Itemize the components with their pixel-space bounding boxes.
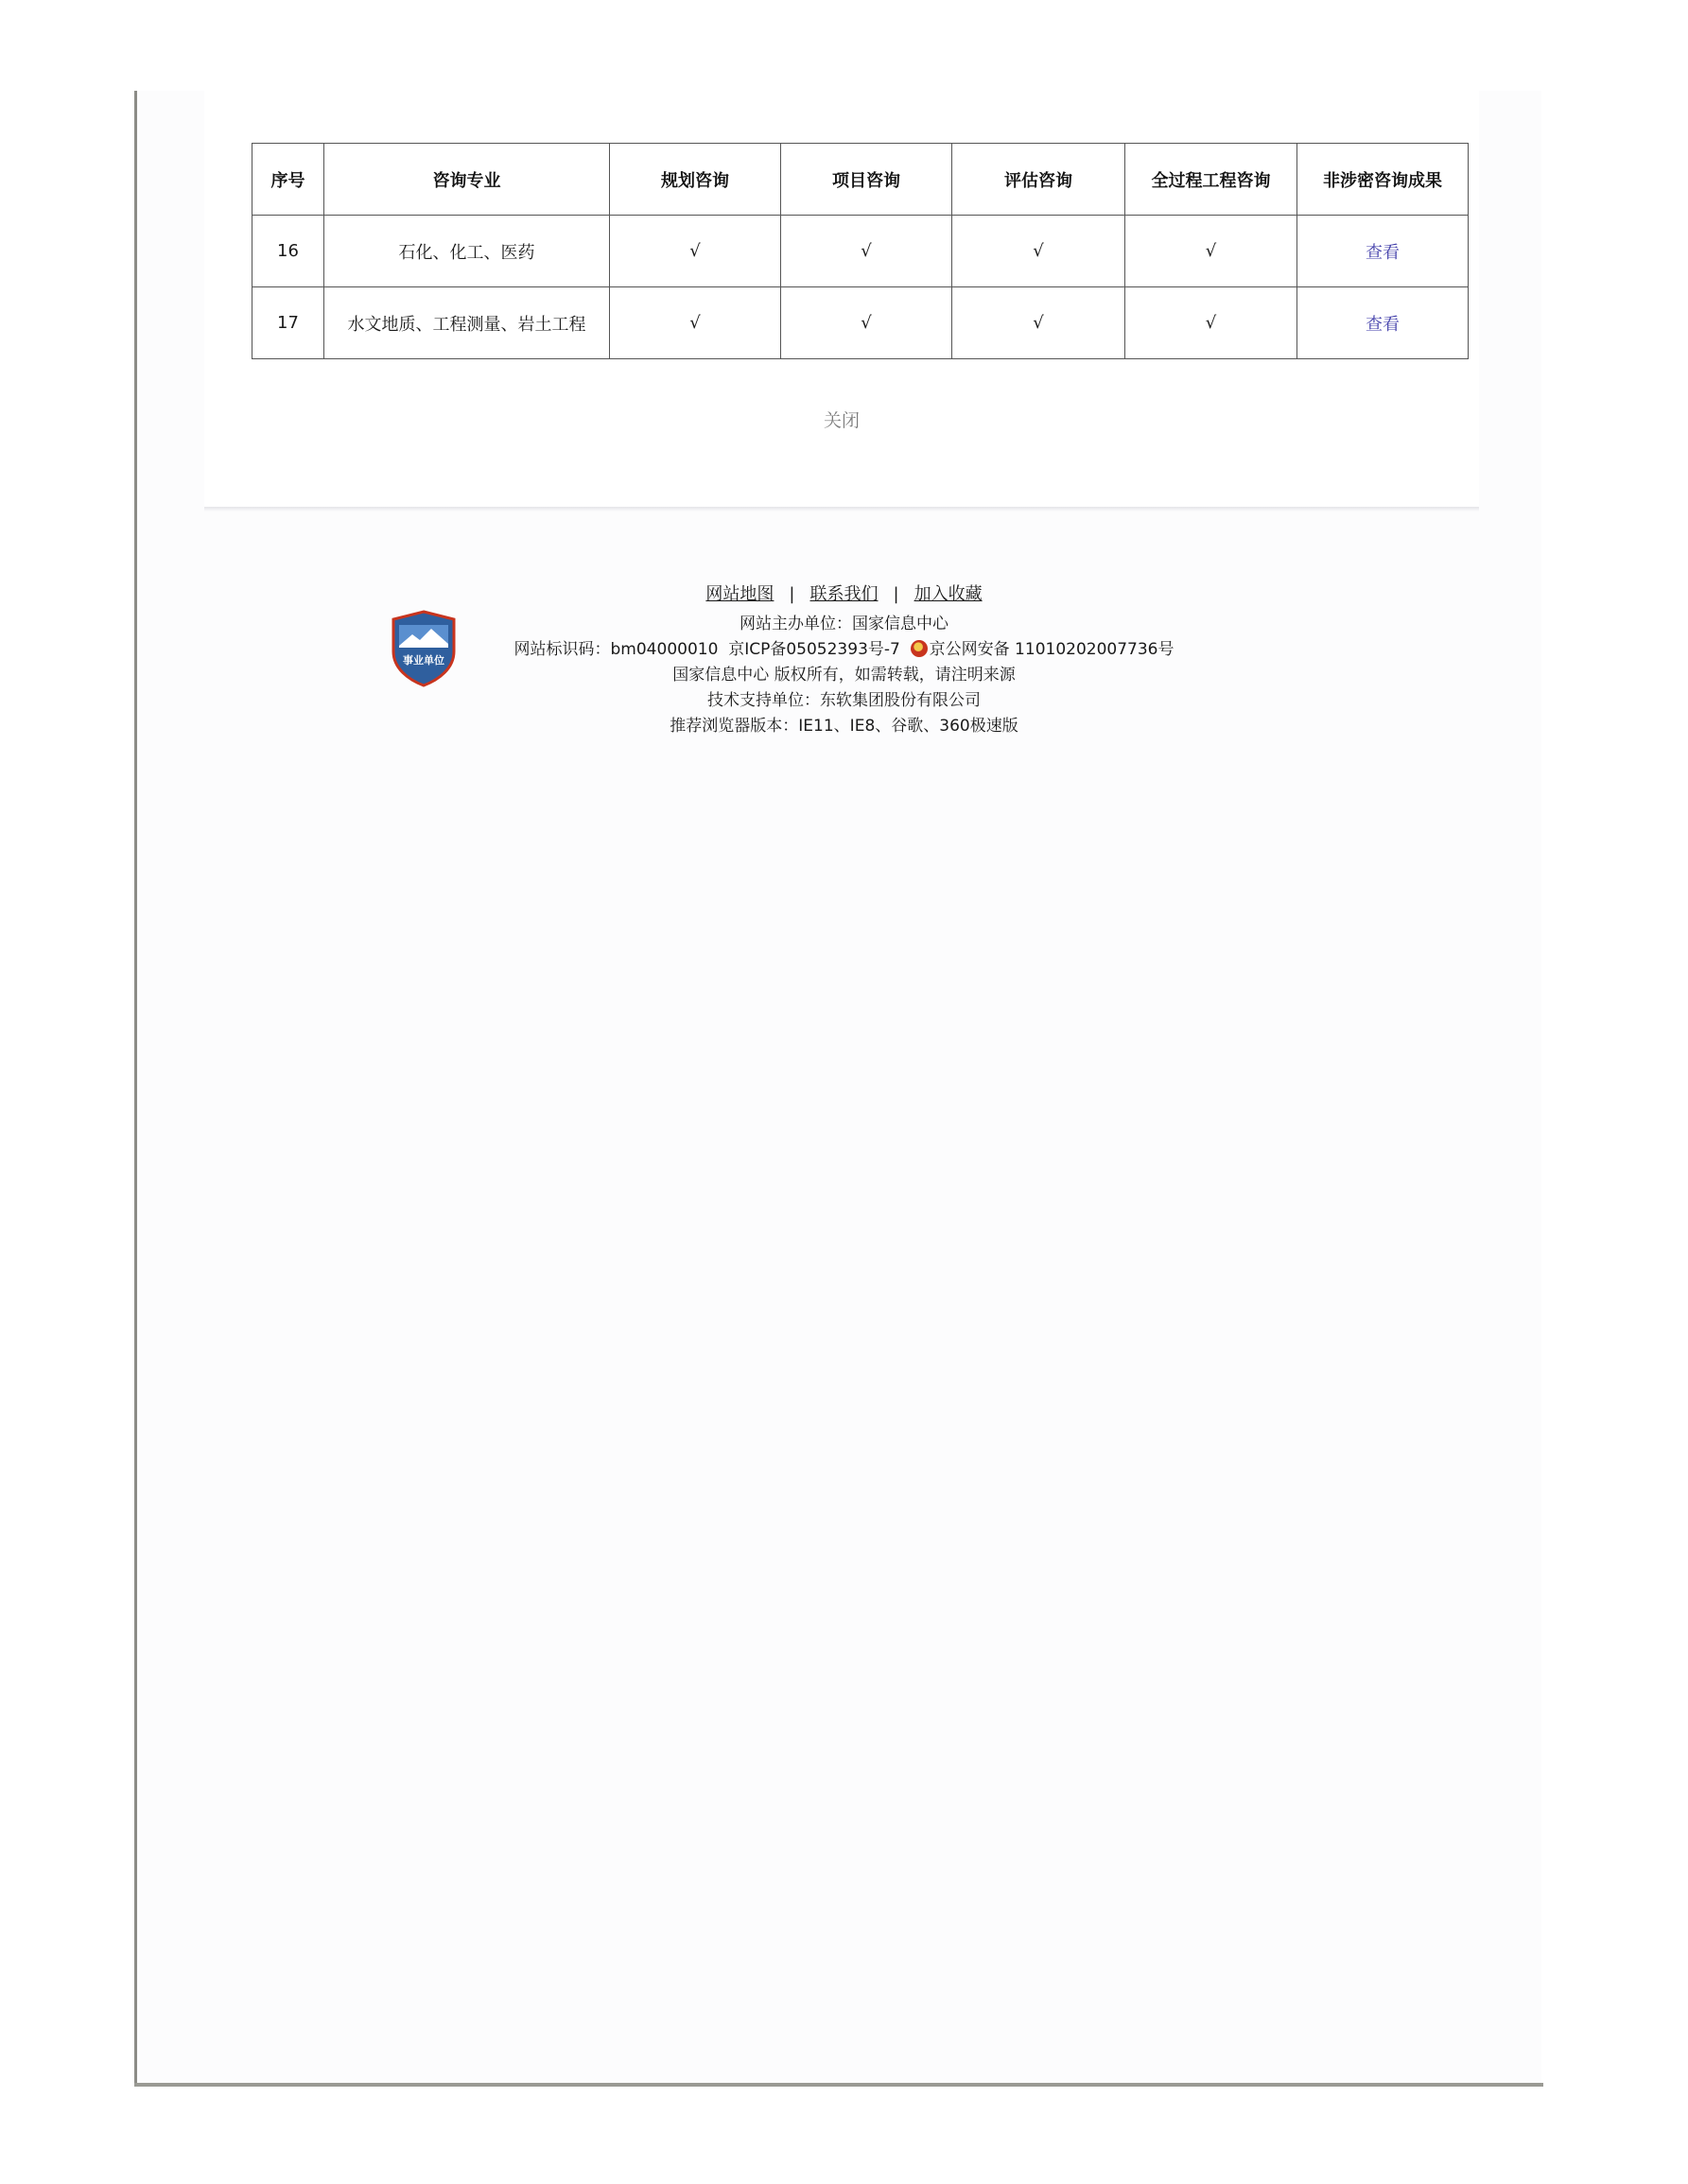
- project-check: √: [781, 216, 952, 287]
- project-check: √: [781, 287, 952, 359]
- footer-links: [0, 581, 1688, 605]
- header-planning: 规划咨询: [610, 144, 781, 216]
- consult-table: [252, 143, 1469, 359]
- row-specialty: 石化、化工、医药: [324, 216, 610, 287]
- header-project: 项目咨询: [781, 144, 952, 216]
- row-specialty: 水文地质、工程测量、岩土工程: [324, 287, 610, 359]
- view-results-link[interactable]: 查看: [1366, 314, 1400, 335]
- consult-dialog: [204, 91, 1479, 509]
- footer-police[interactable]: 京公网安备 11010202007736号: [929, 640, 1175, 659]
- footer-link-contact[interactable]: 联系我们: [809, 584, 879, 604]
- row-index: 16: [252, 216, 324, 287]
- whole-process-check: √: [1125, 216, 1297, 287]
- footer-icp[interactable]: 京ICP备05052393号-7: [728, 640, 900, 659]
- table-row: [252, 216, 1469, 287]
- police-badge-icon: [911, 640, 928, 657]
- footer-site-id: 网站标识码：bm04000010: [513, 640, 719, 659]
- header-index: 序号: [252, 144, 324, 216]
- results-cell: [1297, 287, 1469, 359]
- header-specialty: 咨询专业: [324, 144, 610, 216]
- footer-separator: |: [893, 584, 899, 604]
- view-results-link[interactable]: 查看: [1366, 242, 1400, 263]
- dialog-shadow: [204, 507, 1479, 511]
- footer-support: 技术支持单位：东软集团股份有限公司: [707, 691, 981, 710]
- badge-text: 事业单位: [403, 654, 444, 667]
- footer-separator: |: [789, 584, 795, 604]
- footer-copyright: 国家信息中心 版权所有，如需转载，请注明来源: [672, 666, 1016, 685]
- paper-bottom-edge: [134, 2083, 1543, 2087]
- footer-link-favorite[interactable]: 加入收藏: [914, 584, 983, 604]
- evaluation-check: √: [952, 287, 1125, 359]
- footer-browsers: 推荐浏览器版本：IE11、IE8、谷歌、360极速版: [670, 717, 1018, 736]
- planning-check: √: [610, 216, 781, 287]
- header-results: 非涉密咨询成果: [1297, 144, 1469, 216]
- table-row: [252, 287, 1469, 359]
- institution-badge-icon[interactable]: [390, 610, 458, 687]
- row-index: 17: [252, 287, 324, 359]
- footer-link-sitemap[interactable]: 网站地图: [705, 584, 774, 604]
- planning-check: √: [610, 287, 781, 359]
- evaluation-check: √: [952, 216, 1125, 287]
- header-evaluation: 评估咨询: [952, 144, 1125, 216]
- results-cell: [1297, 216, 1469, 287]
- close-button[interactable]: 关闭: [823, 410, 860, 431]
- header-whole-process: 全过程工程咨询: [1125, 144, 1297, 216]
- table-header-row: [252, 144, 1469, 216]
- footer-registration: [0, 635, 1688, 659]
- footer-host: 网站主办单位：国家信息中心: [740, 615, 948, 633]
- whole-process-check: √: [1125, 287, 1297, 359]
